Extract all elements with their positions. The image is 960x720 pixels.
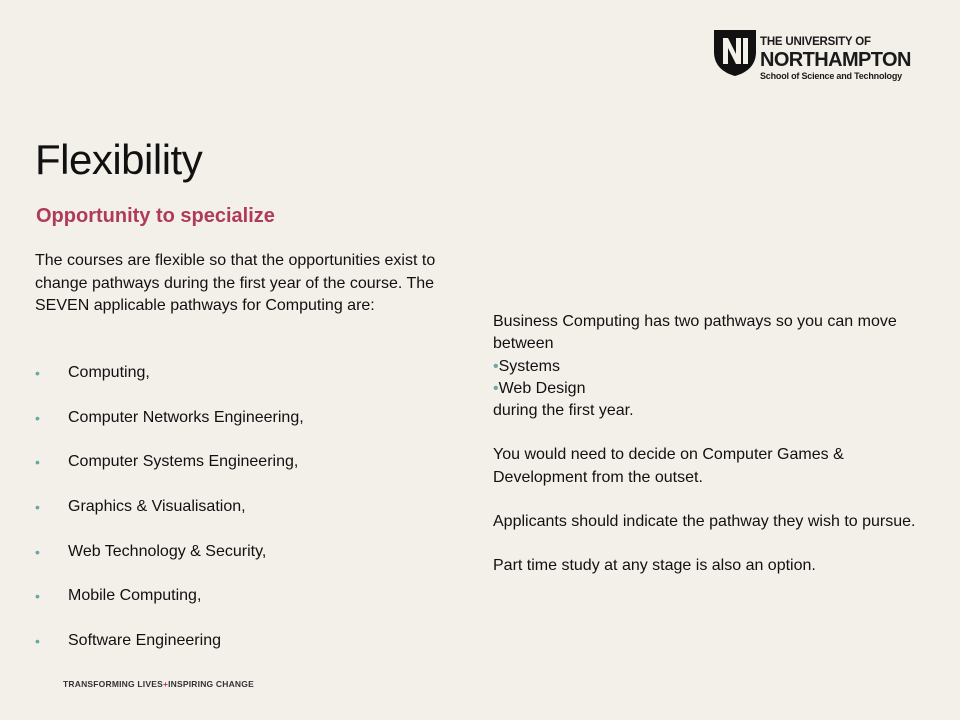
applicants-paragraph: Applicants should indicate the pathway they wish to pursue.	[493, 513, 916, 531]
pathway-label: Web Design	[498, 379, 586, 397]
list-item	[35, 362, 304, 407]
list-item	[35, 541, 304, 586]
list-item	[35, 451, 304, 496]
intro-paragraph: The courses are flexible so that the opportunities exist to change pathways during the first year of the course. The SEVEN applicable pathways for Computing are:	[35, 252, 436, 314]
pathway-label: Systems	[498, 357, 560, 375]
logo-line-1: THE UNIVERSITY OF	[760, 36, 871, 48]
pathway-label: Mobile Computing,	[68, 587, 202, 605]
footer-tagline	[63, 679, 254, 689]
bullet-icon: •	[35, 633, 40, 650]
list-item	[35, 496, 304, 541]
pathway-label: Software Engineering	[68, 632, 221, 650]
bullet-icon: •	[35, 588, 40, 605]
logo-line-2: NORTHAMPTON	[760, 48, 911, 71]
slide-title: Flexibility	[35, 136, 203, 183]
list-item	[35, 407, 304, 452]
plus-icon: +	[162, 679, 169, 689]
business-outro: during the first year.	[493, 402, 634, 420]
bullet-icon: •	[35, 543, 40, 560]
pathway-label: Computing,	[68, 364, 150, 381]
bullet-icon: •	[493, 357, 499, 375]
university-logo	[712, 26, 932, 84]
northampton-crest-icon	[712, 26, 758, 76]
part-time-paragraph: Part time study at any stage is also an option.	[493, 557, 816, 575]
bullet-icon: •	[35, 499, 40, 516]
business-intro: Business Computing has two pathways so you can move between	[493, 313, 897, 353]
list-item	[493, 378, 933, 400]
pathway-label: Graphics & Visualisation,	[68, 498, 246, 516]
pathway-label: Computer Systems Engineering,	[68, 453, 299, 471]
pathway-list	[35, 362, 304, 675]
bullet-icon: •	[493, 379, 499, 397]
games-paragraph: You would need to decide on Computer Games & Development from the outset.	[493, 446, 844, 486]
list-item	[35, 585, 304, 630]
bullet-icon: •	[35, 365, 40, 381]
list-item	[35, 630, 304, 675]
list-item	[493, 356, 933, 378]
pathway-label: Web Technology & Security,	[68, 542, 267, 560]
bullet-icon: •	[35, 409, 40, 426]
bullet-icon: •	[35, 454, 40, 471]
logo-line-3: School of Science and Technology	[760, 70, 902, 81]
tagline-right: INSPIRING CHANGE	[168, 679, 254, 689]
pathway-label: Computer Networks Engineering,	[68, 408, 304, 426]
slide-subtitle: Opportunity to specialize	[36, 205, 275, 227]
tagline-left: TRANSFORMING LIVES	[63, 679, 163, 689]
business-computing-panel	[493, 311, 933, 578]
